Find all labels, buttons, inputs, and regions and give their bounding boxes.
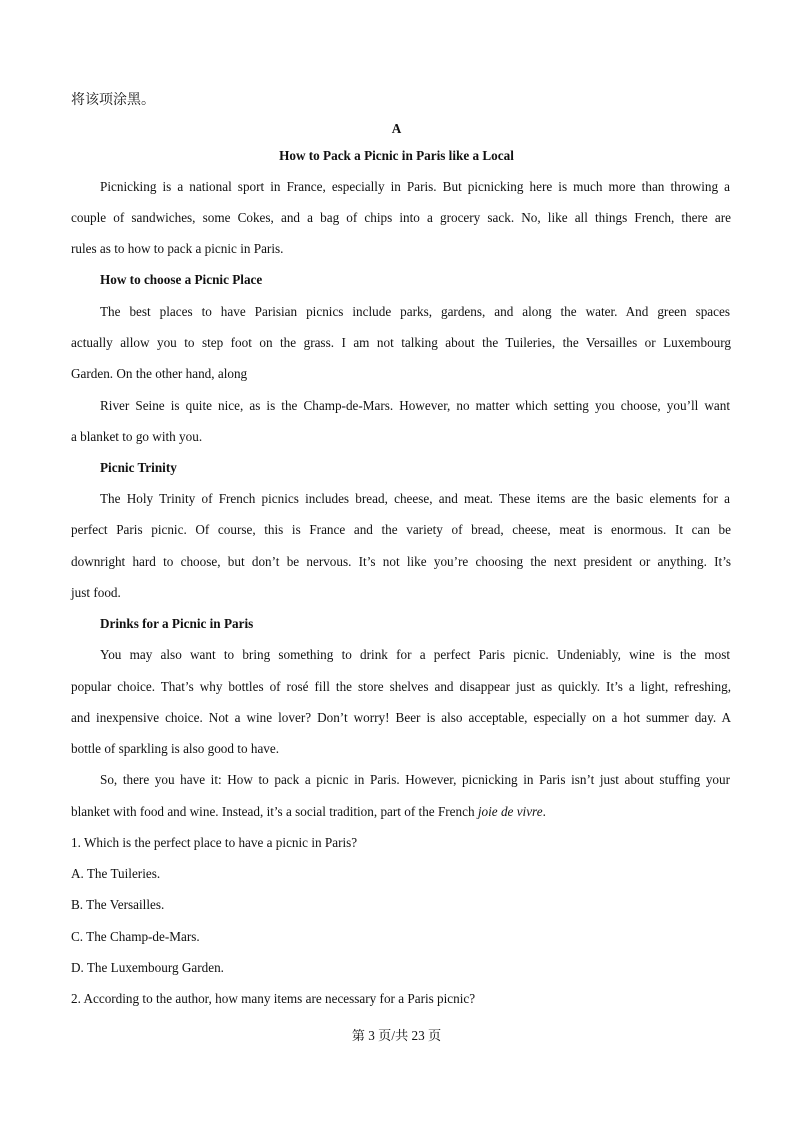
section1-line-5: a blanket to go with you. <box>71 429 203 444</box>
question-1-stem: 1. Which is the perfect place to have a picnic in Paris? <box>71 835 358 850</box>
section1-line-4: River Seine is quite nice, as is the Champ-de-Mars. However, no matter which setting you choose, you’ll want <box>100 398 730 413</box>
passage-label: A <box>391 121 402 136</box>
section3-line-3: and inexpensive choice. Not a wine lover? Don’t worry! Beer is also acceptable, especially on a hot summer day. A <box>71 710 731 725</box>
conclusion-line-1: So, there you have it: How to pack a picnic in Paris. However, picnicking in Paris isn’t just about stuffing your <box>100 772 730 787</box>
page-footer: 第 3 页/共 23 页 <box>351 1028 442 1043</box>
section3-line-4: bottle of sparkling is also good to have. <box>71 741 280 756</box>
section2-line-1: The Holy Trinity of French picnics includes bread, cheese, and meat. These items are the basic elements for a <box>100 491 730 506</box>
intro-line-1: Picnicking is a national sport in France, especially in Paris. But picnicking here is much more than throwing a <box>100 179 730 194</box>
intro-line-2: couple of sandwiches, some Cokes, and a bag of chips into a grocery sack. No, like all things French, there are <box>71 210 731 225</box>
conclusion-line-2 <box>71 803 731 821</box>
conclusion-italic-phrase: joie de vivre <box>477 804 543 819</box>
question-1-option-d: D. The Luxembourg Garden. <box>71 960 224 975</box>
intro-line-3: rules as to how to pack a picnic in Paris. <box>71 241 284 256</box>
question-1-option-c: C. The Champ-de-Mars. <box>71 929 200 944</box>
header-instruction: 将该项涂黑。 <box>71 93 155 108</box>
section-heading-trinity: Picnic Trinity <box>100 460 177 475</box>
section-heading-place: How to choose a Picnic Place <box>100 272 263 287</box>
question-1-option-b: B. The Versailles. <box>71 897 165 912</box>
section1-line-3: Garden. On the other hand, along <box>71 366 248 381</box>
question-2-stem: 2. According to the author, how many items are necessary for a Paris picnic? <box>71 991 476 1006</box>
section2-line-3: downright hard to choose, but don’t be nervous. It’s not like you’re choosing the next president or anything. It’s <box>71 554 731 569</box>
section3-line-1: You may also want to bring something to drink for a perfect Paris picnic. Undeniably, wine is the most <box>100 647 730 662</box>
conclusion-period: . <box>542 804 546 819</box>
section3-line-2: popular choice. That’s why bottles of rosé fill the store shelves and disappear just as quickly. It’s a light, refreshing, <box>71 679 731 694</box>
question-1-option-a: A. The Tuileries. <box>71 866 161 881</box>
section-heading-drinks: Drinks for a Picnic in Paris <box>100 616 254 631</box>
section1-line-2: actually allow you to step foot on the grass. I am not talking about the Tuileries, the Versailles or Luxembourg <box>71 335 731 350</box>
passage-title: How to Pack a Picnic in Paris like a Local <box>279 148 514 163</box>
conclusion-text: blanket with food and wine. Instead, it’s a social tradition, part of the French <box>71 804 478 819</box>
section2-line-2: perfect Paris picnic. Of course, this is France and the variety of bread, cheese, meat is enormous. It can be <box>71 522 731 537</box>
section2-line-4: just food. <box>71 585 121 600</box>
section1-line-1: The best places to have Parisian picnics include parks, gardens, and along the water. And green spaces <box>100 304 730 319</box>
